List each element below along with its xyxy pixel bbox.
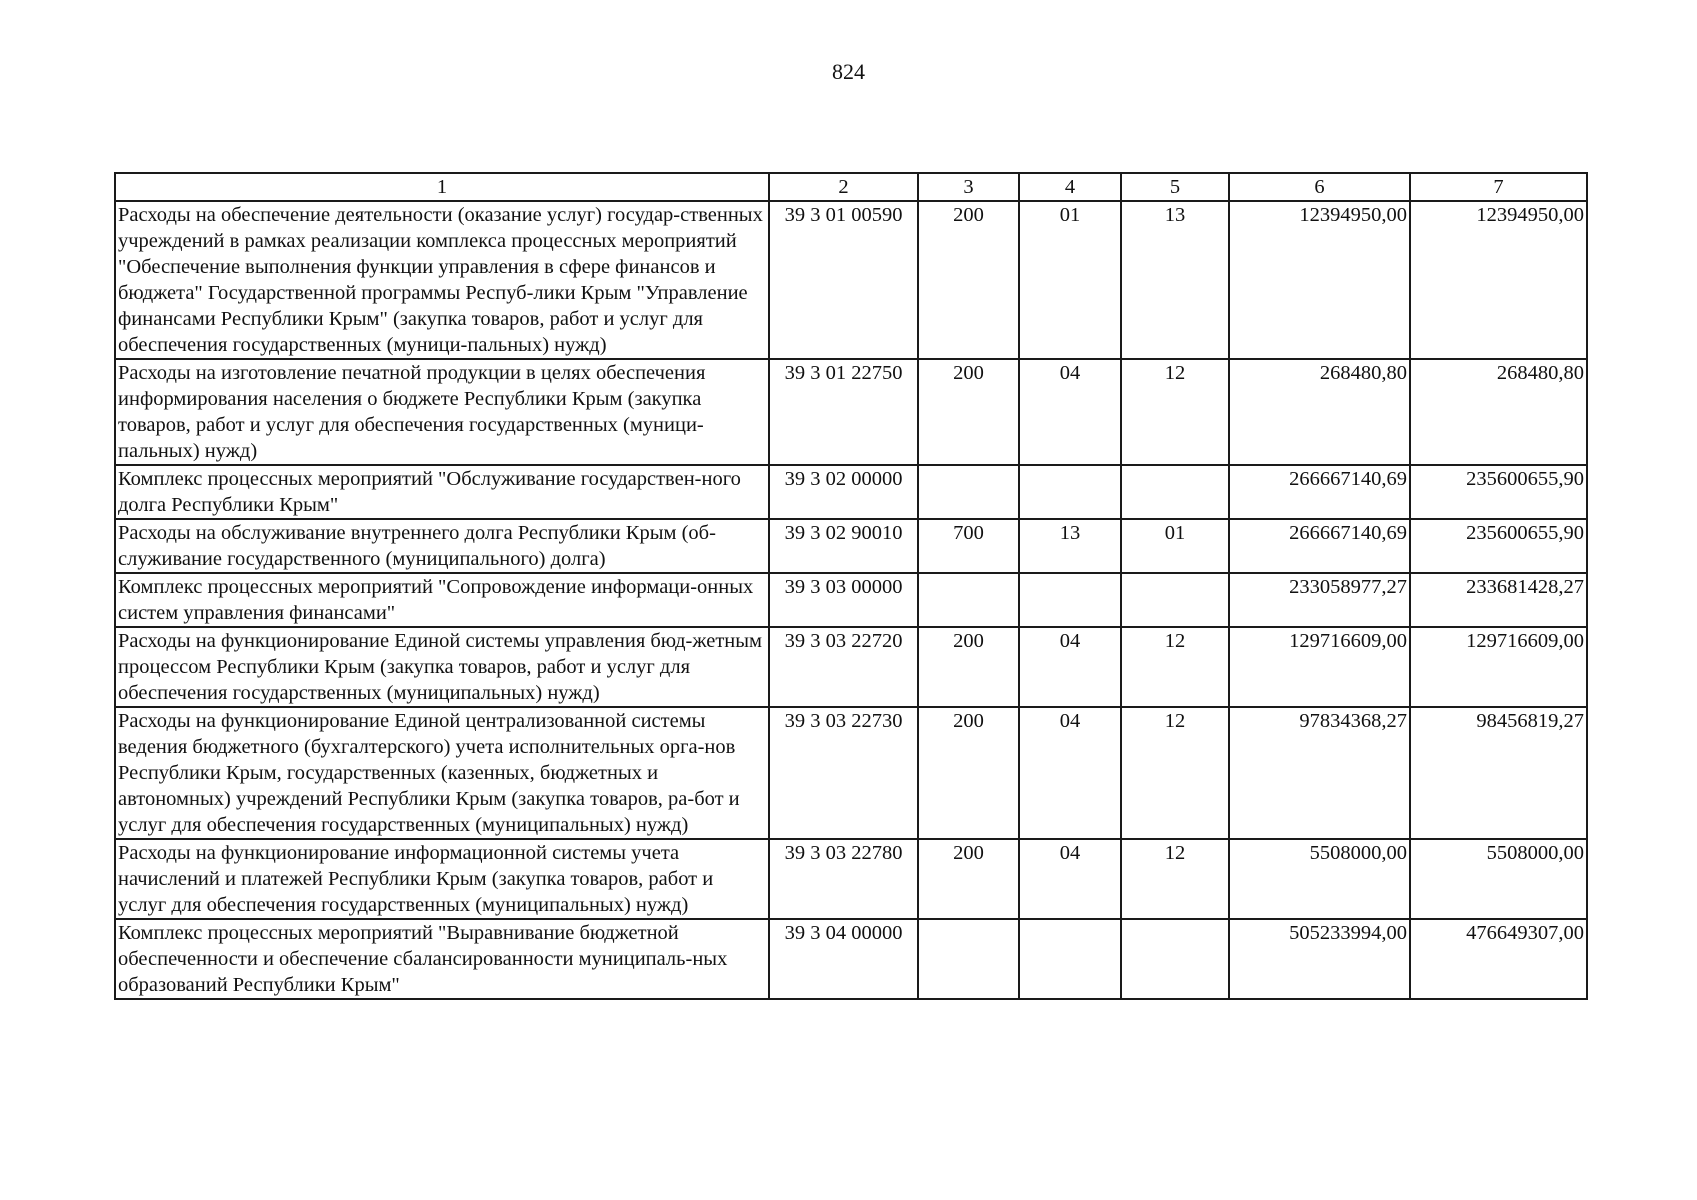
row-amount-col6: 97834368,27: [1229, 707, 1410, 839]
row-amount-col6: 12394950,00: [1229, 201, 1410, 359]
row-section: 04: [1019, 359, 1121, 465]
row-amount-col7: 129716609,00: [1410, 627, 1587, 707]
row-target-code: 39 3 01 22750: [769, 359, 918, 465]
row-amount-col7: 5508000,00: [1410, 839, 1587, 919]
row-description: Расходы на функционирование информационной системы учета начислений и платежей Республики Крым (закупка товаров, работ и услуг для обеспечения государственных (муниципальных) нужд): [115, 839, 769, 919]
row-subsection: [1121, 573, 1229, 627]
header-col-5: 5: [1121, 173, 1229, 201]
table-row: [115, 465, 1587, 519]
row-target-code: 39 3 04 00000: [769, 919, 918, 999]
row-amount-col6: 233058977,27: [1229, 573, 1410, 627]
row-target-code: 39 3 03 22780: [769, 839, 918, 919]
row-amount-col6: 5508000,00: [1229, 839, 1410, 919]
row-description: Расходы на обеспечение деятельности (оказание услуг) государ-ственных учреждений в рамках реализации комплекса процессных мероприятий "Обеспечение выполнения функции управления в сфере финансов и бюджета" Государственной программы Респуб-лики Крым "Управление финансами Республики Крым" (закупка товаров, работ и услуг для обеспечения государственных (муници-пальных) нужд): [115, 201, 769, 359]
row-amount-col6: 266667140,69: [1229, 465, 1410, 519]
row-amount-col6: 266667140,69: [1229, 519, 1410, 573]
row-expense-type: 200: [918, 201, 1019, 359]
table-row: [115, 839, 1587, 919]
row-section: 04: [1019, 839, 1121, 919]
row-amount-col7: 235600655,90: [1410, 465, 1587, 519]
header-col-1: 1: [115, 173, 769, 201]
table-row: [115, 573, 1587, 627]
row-expense-type: 200: [918, 627, 1019, 707]
budget-table: [114, 172, 1588, 1000]
row-expense-type: 700: [918, 519, 1019, 573]
table-row: [115, 919, 1587, 999]
row-amount-col7: 98456819,27: [1410, 707, 1587, 839]
row-description: Расходы на функционирование Единой системы управления бюд-жетным процессом Республики Крым (закупка товаров, работ и услуг для обеспечения государственных (муниципальных) нужд): [115, 627, 769, 707]
table-row: [115, 707, 1587, 839]
row-amount-col7: 268480,80: [1410, 359, 1587, 465]
row-expense-type: [918, 919, 1019, 999]
header-col-7: 7: [1410, 173, 1587, 201]
row-section: 04: [1019, 627, 1121, 707]
table-header-row: [115, 173, 1587, 201]
row-description: Расходы на обслуживание внутреннего долга Республики Крым (об-служивание государственного (муниципального) долга): [115, 519, 769, 573]
header-col-2: 2: [769, 173, 918, 201]
row-subsection: [1121, 919, 1229, 999]
row-target-code: 39 3 03 00000: [769, 573, 918, 627]
row-section: [1019, 919, 1121, 999]
row-description: Расходы на функционирование Единой централизованной системы ведения бюджетного (бухгалтерского) учета исполнительных орга-нов Республики Крым, государственных (казенных, бюджетных и автономных) учреждений Республики Крым (закупка товаров, ра-бот и услуг для обеспечения государственных (муниципальных) нужд): [115, 707, 769, 839]
row-expense-type: 200: [918, 839, 1019, 919]
row-subsection: 12: [1121, 839, 1229, 919]
row-amount-col6: 505233994,00: [1229, 919, 1410, 999]
row-amount-col7: 235600655,90: [1410, 519, 1587, 573]
row-amount-col7: 476649307,00: [1410, 919, 1587, 999]
row-subsection: 01: [1121, 519, 1229, 573]
row-amount-col7: 233681428,27: [1410, 573, 1587, 627]
row-section: 04: [1019, 707, 1121, 839]
header-col-3: 3: [918, 173, 1019, 201]
row-target-code: 39 3 03 22720: [769, 627, 918, 707]
row-target-code: 39 3 02 00000: [769, 465, 918, 519]
table-row: [115, 627, 1587, 707]
row-amount-col6: 268480,80: [1229, 359, 1410, 465]
row-target-code: 39 3 01 00590: [769, 201, 918, 359]
row-expense-type: 200: [918, 707, 1019, 839]
row-amount-col6: 129716609,00: [1229, 627, 1410, 707]
row-amount-col7: 12394950,00: [1410, 201, 1587, 359]
row-section: 13: [1019, 519, 1121, 573]
row-section: [1019, 465, 1121, 519]
row-subsection: 12: [1121, 707, 1229, 839]
row-description: Расходы на изготовление печатной продукции в целях обеспечения информирования населения о бюджете Республики Крым (закупка товаров, работ и услуг для обеспечения государственных (муници-пальных) нужд): [115, 359, 769, 465]
row-subsection: 12: [1121, 627, 1229, 707]
table-row: [115, 359, 1587, 465]
row-expense-type: 200: [918, 359, 1019, 465]
row-target-code: 39 3 02 90010: [769, 519, 918, 573]
row-description: Комплекс процессных мероприятий "Выравнивание бюджетной обеспеченности и обеспечение сбалансированности муниципаль-ных образований Республики Крым": [115, 919, 769, 999]
header-col-4: 4: [1019, 173, 1121, 201]
row-section: [1019, 573, 1121, 627]
row-section: 01: [1019, 201, 1121, 359]
row-subsection: 13: [1121, 201, 1229, 359]
row-subsection: [1121, 465, 1229, 519]
row-expense-type: [918, 573, 1019, 627]
row-target-code: 39 3 03 22730: [769, 707, 918, 839]
page-number: 824: [832, 59, 865, 84]
row-subsection: 12: [1121, 359, 1229, 465]
table-row: [115, 201, 1587, 359]
row-description: Комплекс процессных мероприятий "Сопровождение информаци-онных систем управления финансами": [115, 573, 769, 627]
header-col-6: 6: [1229, 173, 1410, 201]
table-row: [115, 519, 1587, 573]
row-description: Комплекс процессных мероприятий "Обслуживание государствен-ного долга Республики Крым": [115, 465, 769, 519]
row-expense-type: [918, 465, 1019, 519]
